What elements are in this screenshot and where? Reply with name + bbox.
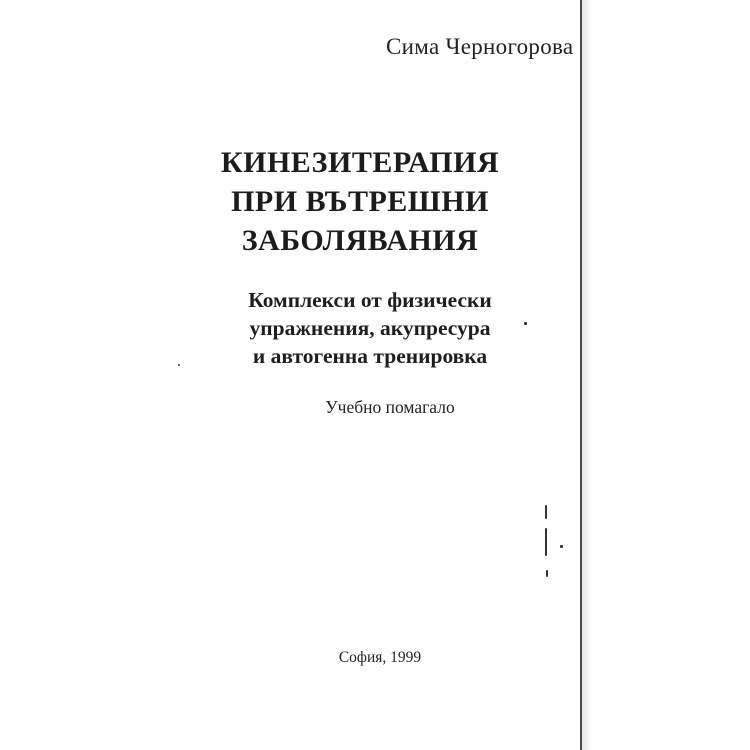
scan-speck: [545, 505, 547, 519]
author-name: Сима Черногорова: [386, 34, 574, 59]
book-title-line: ЗАБОЛЯВАНИЯ: [241, 224, 479, 257]
book-subtitle-line: упражнения, акупресура: [249, 316, 491, 340]
book-subtitle-line: Комплекси от физически: [248, 288, 492, 312]
page-gutter-edge: [580, 0, 582, 750]
book-title-line: ПРИ ВЪТРЕШНИ: [231, 185, 489, 218]
scan-speck: [545, 528, 547, 556]
book-title-line: КИНЕЗИТЕРАПИЯ: [220, 146, 500, 179]
scan-speck: [560, 545, 563, 548]
book-subtitle-line: и автогенна тренировка: [252, 344, 488, 368]
page-gutter-shadow: [582, 0, 592, 750]
scan-speck: [178, 364, 180, 366]
scan-speck: [546, 570, 548, 577]
publication-place-year: София, 1999: [338, 649, 422, 666]
book-title: [160, 143, 560, 260]
book-subtitle: [205, 286, 535, 370]
publication-type: Учебно помагало: [325, 397, 455, 417]
